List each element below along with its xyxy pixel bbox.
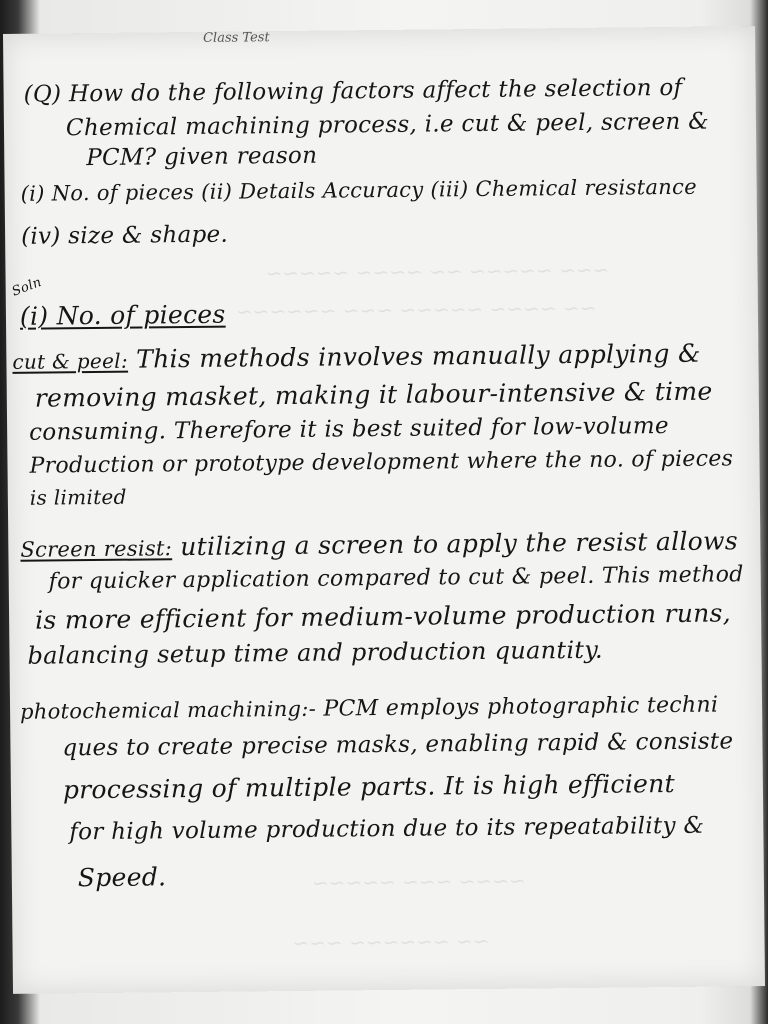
paragraph-line [12,339,700,375]
paragraph-line [20,526,738,563]
term-label: Screen resist: [20,536,173,562]
paragraph-line: processing of multiple parts. It is high efficient [62,768,676,805]
section-heading: (i) No. of pieces [19,299,226,331]
question-line: (iv) size & shape. [20,221,229,250]
paragraph-line: is limited [29,484,127,510]
question-line: (Q) How do the following factors affect the selection of [23,74,683,108]
paragraph-line: consuming. Therefore it is best suited for low-volume [29,413,669,446]
question-line: (i) No. of pieces (ii) Details Accuracy (iii) Chemical resistance [20,174,697,206]
paragraph-line: balancing setup time and production quantity. [27,635,604,670]
paragraph-line: for quicker application compared to cut & peel. This method [48,562,744,595]
paragraph-text: PCM employs photographic techni [315,692,719,722]
solution-label: Soln [9,274,44,300]
paragraph-line: Production or prototype development where the no. of pieces [29,446,734,479]
term-label: cut & peel: [12,348,129,374]
bleed-through-texture: ~~~ ~~~~~ ~~ ~~~~ ~~~~~ [265,257,610,286]
paragraph-text: utilizing a screen to apply the resist allows [171,526,739,562]
paragraph-line: removing masket, making it labour-intensive & time [34,376,713,413]
header-scrap: Class Test [202,30,270,46]
paragraph-line: is more efficient for medium-volume production runs, [34,598,732,635]
bleed-through-texture: ~~ ~~~~ ~~~~~ ~~~ ~~~~~~ [235,295,597,324]
paragraph-text: This methods involves manually applying & [127,338,701,374]
question-line: PCM? given reason [86,142,318,172]
paragraph-line: for high volume production due to its repeatability & [69,812,705,846]
paragraph-line [20,689,718,725]
bleed-through-texture: ~~ ~~~~~~ ~~~ [292,928,490,955]
notebook-page [3,26,765,994]
term-label: photochemical machining:- [19,696,317,724]
paragraph-line: ques to create precise masks, enabling rapid & consiste [62,728,734,762]
bleed-through-texture: ~~~~ ~~~ ~~~~~ [311,868,526,895]
paragraph-line: Speed. [77,862,167,893]
question-line: Chemical machining process, i.e cut & peel, screen & [65,108,710,142]
